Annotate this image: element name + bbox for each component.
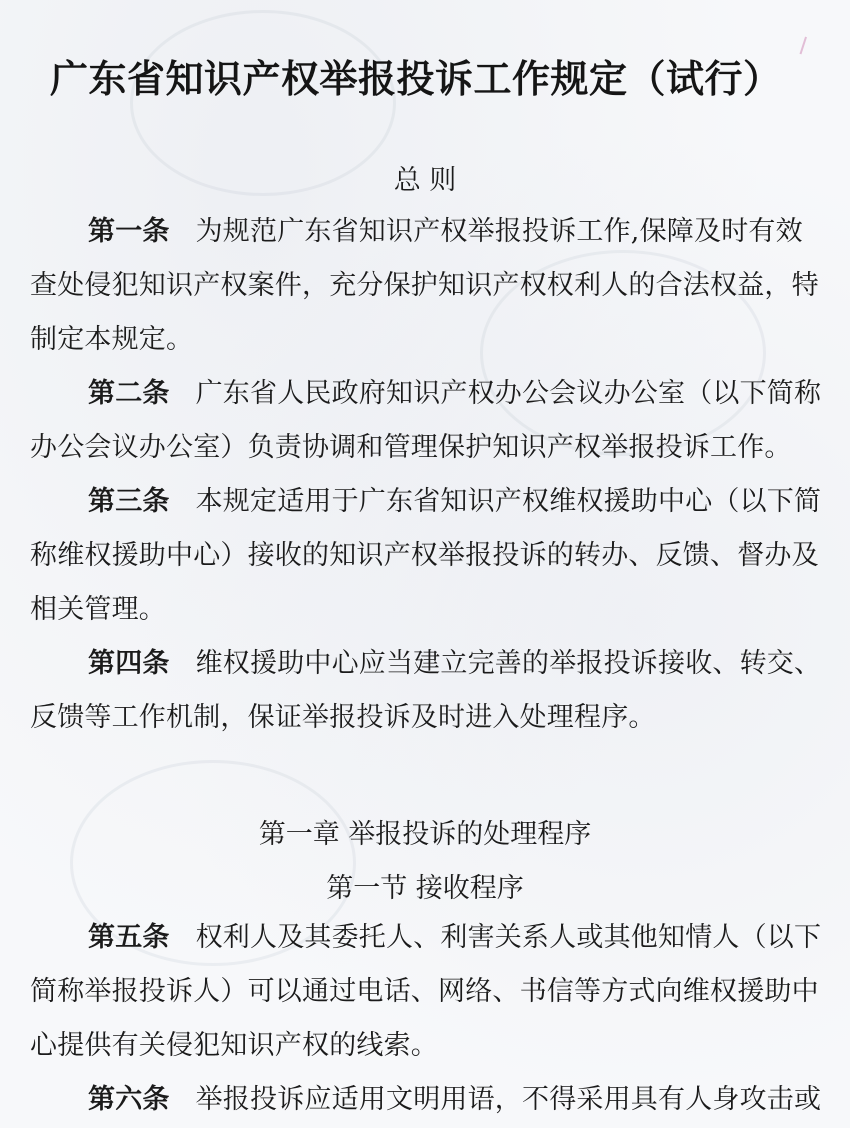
general-provisions-heading: 总 则 xyxy=(393,165,457,196)
article-1-line-3: 制定本规定。 xyxy=(30,324,194,355)
article-number: 第一条 xyxy=(88,216,170,247)
article-2-line-2: 办公会议办公室）负责协调和管理保护知识产权举报投诉工作。 xyxy=(30,432,792,463)
article-4-line-1 xyxy=(88,644,828,684)
article-3-line-2: 称维权援助中心）接收的知识产权举报投诉的转办、反馈、督办及 xyxy=(30,540,819,571)
document-title: 广东省知识产权举报投诉工作规定（试行） xyxy=(50,57,782,101)
article-number: 第四条 xyxy=(88,648,170,679)
section-1-heading: 第一节 接收程序 xyxy=(326,873,524,904)
chapter-1-heading: 第一章 举报投诉的处理程序 xyxy=(258,819,592,850)
article-number: 第二条 xyxy=(88,378,170,409)
article-1-line-2: 查处侵犯知识产权案件，充分保护知识产权权利人的合法权益，特 xyxy=(30,270,819,301)
article-5-line-2: 简称举报投诉人）可以通过电话、网络、书信等方式向维权援助中 xyxy=(30,976,819,1007)
ink-mark xyxy=(800,37,817,58)
article-4-line-2: 反馈等工作机制，保证举报投诉及时进入处理程序。 xyxy=(30,702,656,733)
article-text: 举报投诉应适用文明用语，不得采用具有人身攻击或 xyxy=(195,1084,822,1115)
article-3-line-3: 相关管理。 xyxy=(30,594,166,625)
article-number: 第五条 xyxy=(88,922,170,953)
article-number: 第三条 xyxy=(88,486,170,517)
article-text: 为规范广东省知识产权举报投诉工作,保障及时有效 xyxy=(195,216,803,247)
article-text: 权利人及其委托人、利害关系人或其他知情人（以下 xyxy=(195,922,822,953)
article-number: 第六条 xyxy=(88,1084,170,1115)
article-6-line-1 xyxy=(88,1080,828,1120)
article-3-line-1 xyxy=(88,482,828,522)
article-text: 本规定适用于广东省知识产权维权援助中心（以下简 xyxy=(195,486,822,517)
article-5-line-1 xyxy=(88,918,828,958)
article-5-line-3: 心提供有关侵犯知识产权的线索。 xyxy=(30,1030,438,1061)
article-1-line-1 xyxy=(88,212,828,252)
article-text: 维权援助中心应当建立完善的举报投诉接收、转交、 xyxy=(195,648,822,679)
article-text: 广东省人民政府知识产权办公会议办公室（以下简称 xyxy=(195,378,822,409)
article-2-line-1 xyxy=(88,374,828,414)
